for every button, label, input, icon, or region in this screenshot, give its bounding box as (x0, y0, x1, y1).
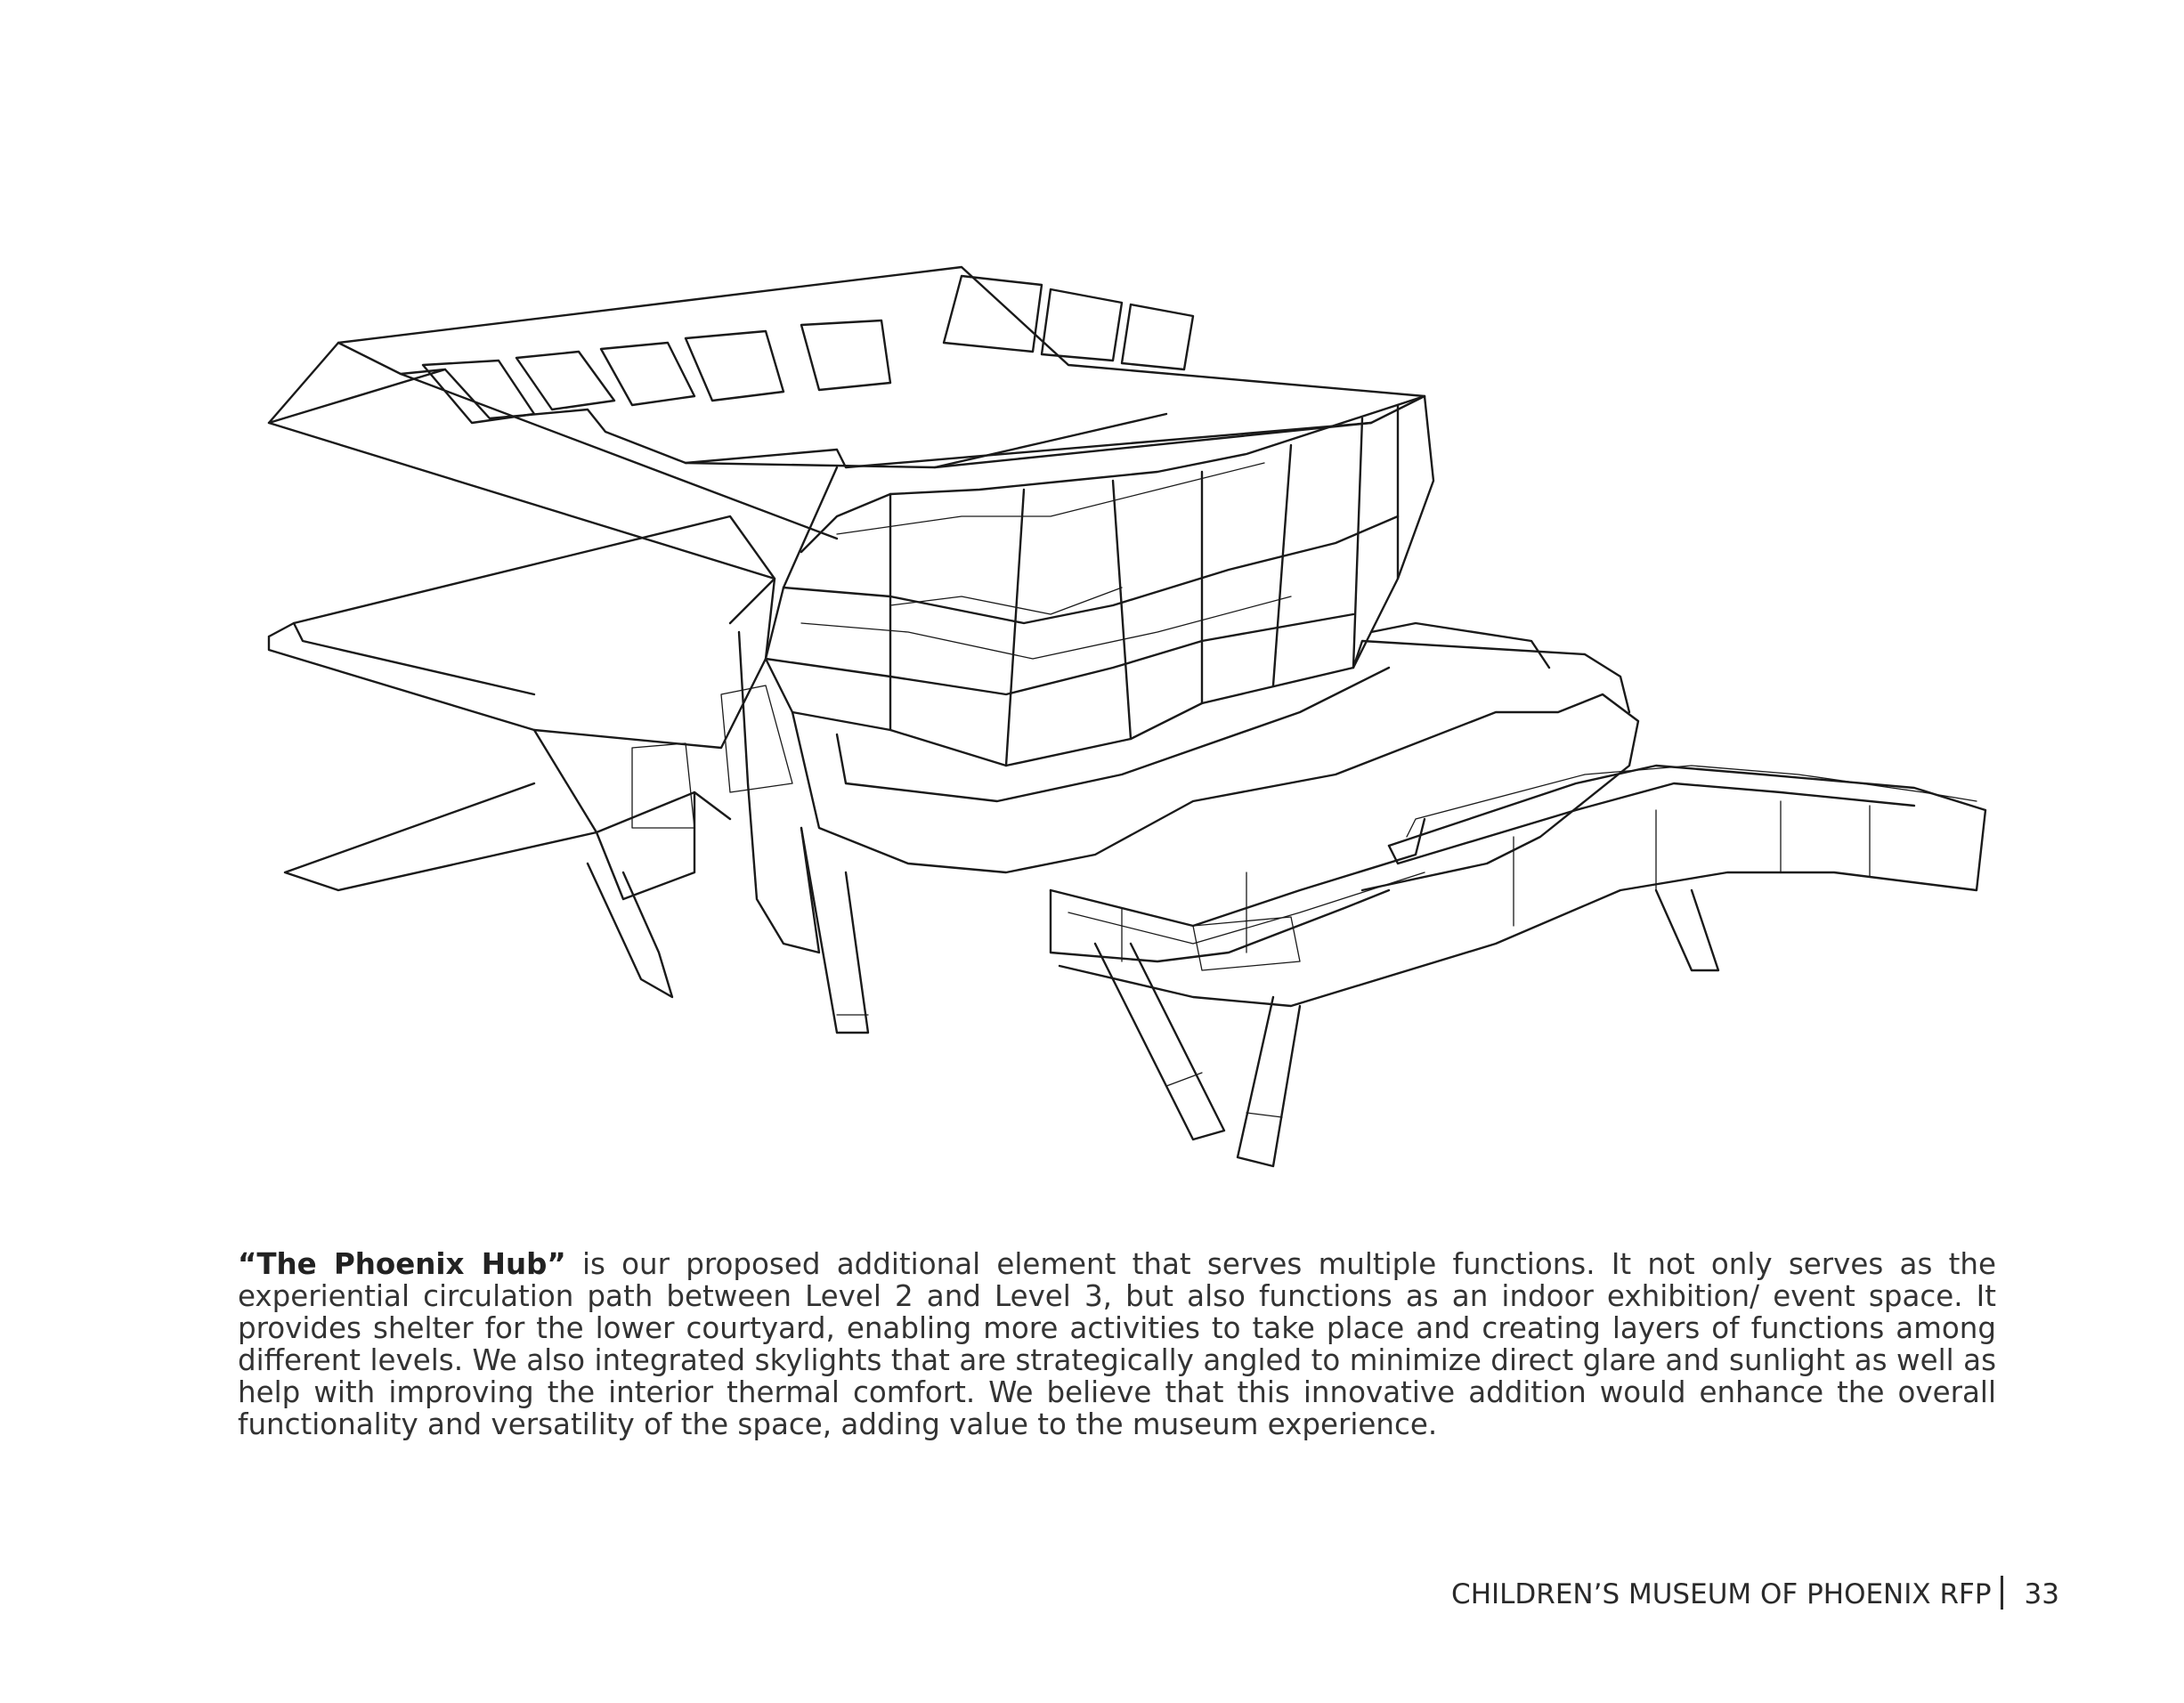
footer-title: CHILDREN’S MUSEUM OF PHOENIX RFP (1451, 1578, 1992, 1610)
phoenix-hub-axonometric-drawing (267, 249, 2012, 1184)
description-paragraph (238, 1248, 1996, 1440)
lower-terrace (269, 516, 792, 899)
hub-name: “The Phoenix Hub” (238, 1247, 566, 1281)
page-footer (1451, 1576, 2059, 1610)
footer-separator (2001, 1576, 2003, 1610)
roof-canopy (269, 267, 1425, 623)
description-text: is our proposed additional element that serves multiple functions. It not only serves as the experiential circulation path between Level 2 and Level 3, but also functions as an indoor exhibition/ event space. It provides shelter for the lower courtyard, enabling more activities to take place and creating layers of functions among different levels. We also integrated skylights that are strategically angled to minimize direct glare and sunlight as well as help with improving the interior thermal comfort. We believe that this innovative addition would enhance the overall functionality and versatility of the space, adding value to the museum experience. (238, 1247, 1996, 1441)
roof-skylights (423, 276, 1193, 423)
page-number: 33 (2024, 1578, 2059, 1610)
ramp-railings (792, 623, 1985, 1006)
